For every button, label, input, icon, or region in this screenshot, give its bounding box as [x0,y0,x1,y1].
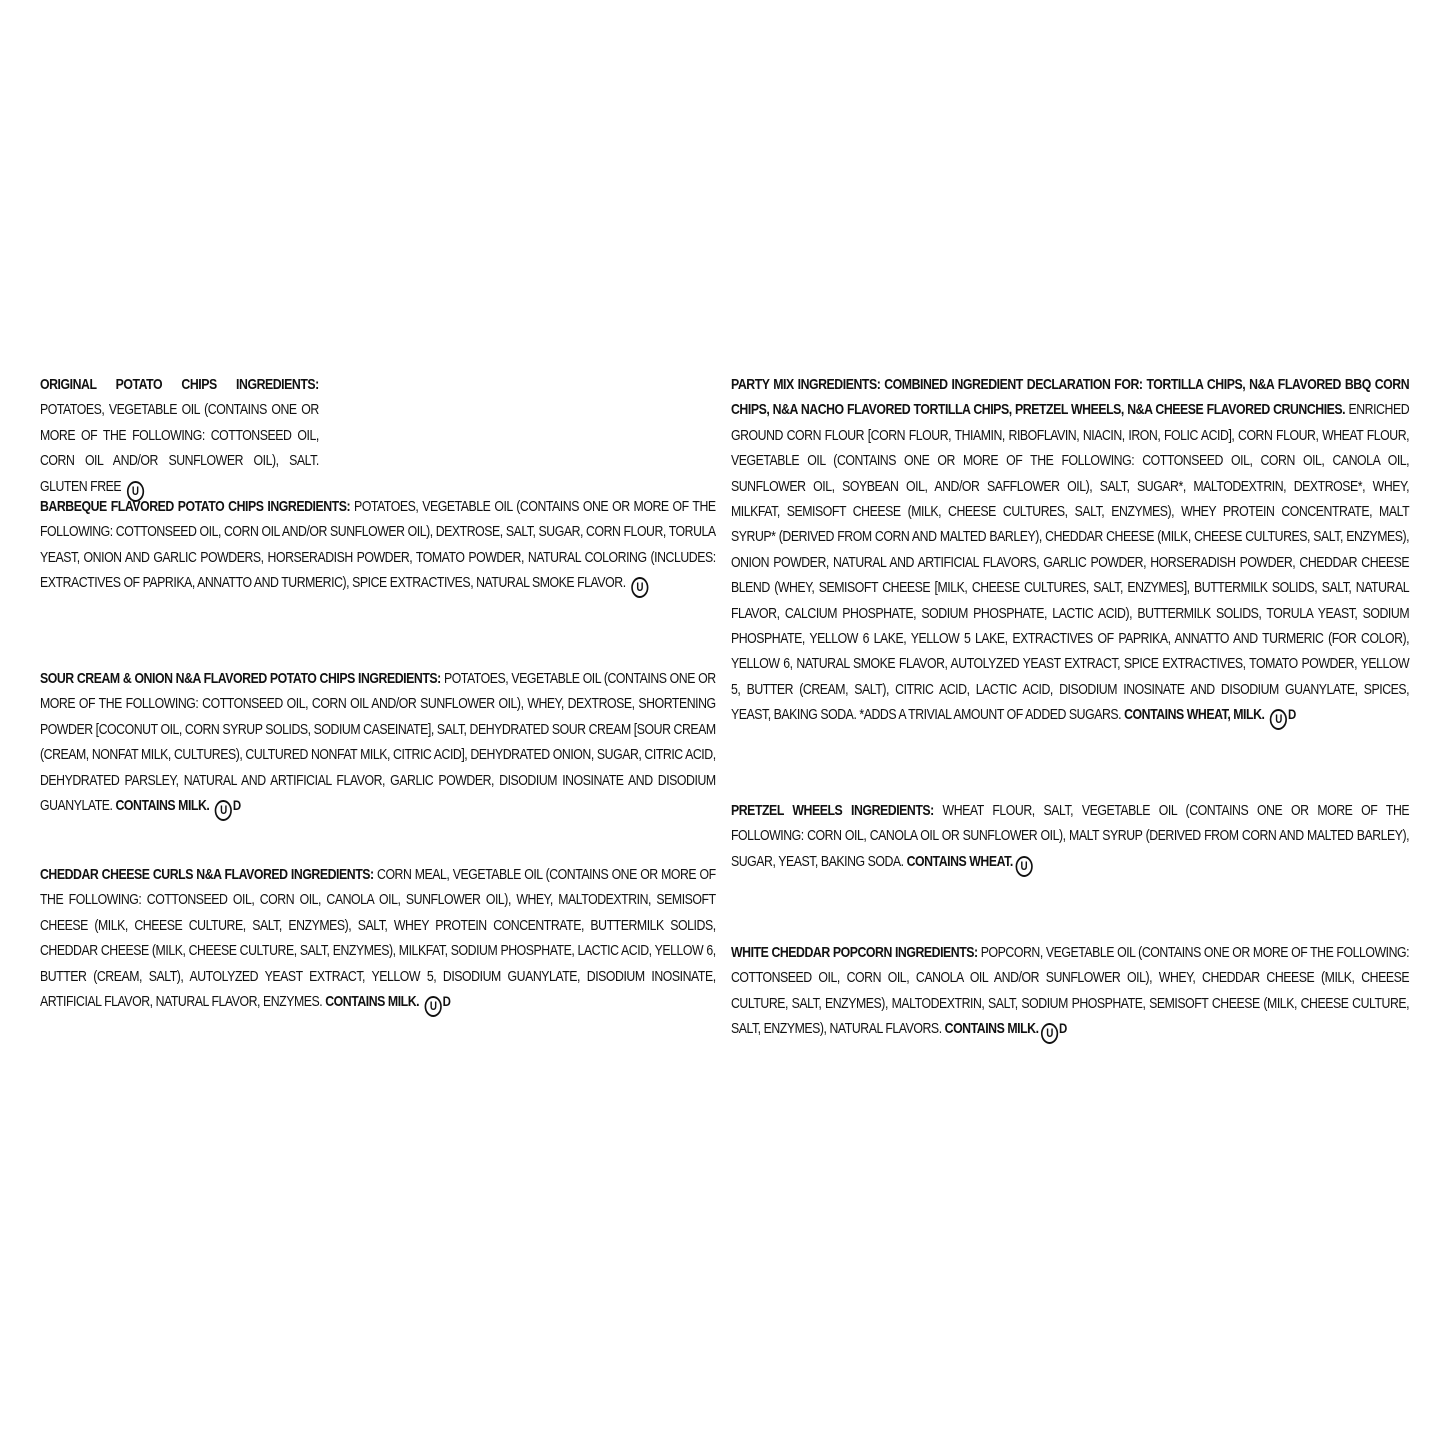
white-cheddar-popcorn-ingredients [731,940,1409,1044]
cheddar-cheese-curls-ingredients [40,862,716,1017]
allergen-statement: CONTAINS MILK. [325,993,420,1011]
section-heading: PRETZEL WHEELS INGREDIENTS: [731,802,934,819]
kosher-u-symbol-icon: U [1015,856,1032,877]
kosher-u-symbol-icon: U [1041,1023,1058,1044]
kosher-u-symbol-icon: U [631,577,648,598]
ingredient-list: POPCORN, VEGETABLE OIL (CONTAINS ONE OR MORE OF THE FOLLOWING: COTTONSEED OIL, CORN OIL, CANOLA OIL AND/OR SUNFLOWER OIL), WHEY, CHEDDAR CHEESE (MILK, CHEESE CULTURE, SALT, ENZYMES), MALTODEXTRIN, SALT, SODIUM PHOSPHATE, SEMISOFT CHEESE (MILK, CHEESE CULTURE, SALT, ENZYMES), NATURAL FLAVORS. [731,944,1410,1038]
kosher-u-symbol-icon: U [127,481,144,502]
allergen-statement: CONTAINS MILK. [944,1020,1039,1038]
allergen-statement: CONTAINS MILK. [115,797,210,815]
barbeque-potato-chips-ingredients [40,494,716,598]
section-heading: WHITE CHEDDAR POPCORN INGREDIENTS: [731,944,978,961]
party-mix-ingredients [731,372,1409,730]
ingredient-list: POTATOES, VEGETABLE OIL (CONTAINS ONE OR MORE OF THE FOLLOWING: COTTONSEED OIL, CORN OIL AND/OR SUNFLOWER OIL), WHEY, DEXTROSE, SHORTENING POWDER [COCONUT OIL, CORN SYRUP SOLIDS, SODIUM CASEINATE], SALT, DEHYDRATED SOUR CREAM [SOUR CREAM (CREAM, NONFAT MILK, CULTURES), CULTURED NONFAT MILK, CITRIC ACID], DEHYDRATED ONION, SUGAR, CITRIC ACID, DEHYDRATED PARSLEY, NATURAL AND ARTIFICIAL FLAVOR, GARLIC POWDER, DISODIUM INOSINATE AND DISODIUM GUANYLATE. [40,670,716,815]
dairy-designation: D [1059,1020,1067,1037]
allergen-statement: CONTAINS WHEAT, MILK. [1124,706,1265,724]
sour-cream-onion-potato-chips-ingredients [40,666,716,821]
allergen-statement: CONTAINS WHEAT. [906,852,1013,870]
dairy-designation: D [232,797,241,814]
dairy-designation: D [1287,706,1296,723]
section-heading: PARTY MIX INGREDIENTS: COMBINED INGREDIENT DECLARATION FOR: TORTILLA CHIPS, N&A FLAVORED BBQ CORN CHIPS, N&A NACHO FLAVORED TORTILLA CHIPS, PRETZEL WHEELS, N&A CHEESE FLAVORED CRUNCHIES. [731,376,1410,419]
ingredient-list: WHEAT FLOUR, SALT, VEGETABLE OIL (CONTAINS ONE OR MORE OF THE FOLLOWING: CORN OIL, CANOLA OIL OR SUNFLOWER OIL), MALT SYRUP (DERIVED FROM CORN AND MALTED BARLEY), SUGAR, YEAST, BAKING SODA. [731,802,1410,870]
section-heading: BARBEQUE FLAVORED POTATO CHIPS INGREDIENTS: [40,498,351,515]
section-heading: ORIGINAL POTATO CHIPS INGREDIENTS: [40,376,319,393]
ingredient-list: POTATOES, VEGETABLE OIL (CONTAINS ONE OR MORE OF THE FOLLOWING: COTTONSEED OIL, CORN OIL AND/OR SUNFLOWER OIL), DEXTROSE, SALT, SUGAR, CORN FLOUR, TORULA YEAST, ONION AND GARLIC POWDERS, HORSERADISH POWDER, TOMATO POWDER, NATURAL COLORING (INCLUDES: EXTRACTIVES OF PAPRIKA, ANNATTO AND TURMERIC), SPICE EXTRACTIVES, NATURAL SMOKE FLAVOR. [40,498,716,592]
ingredient-list: ENRICHED GROUND CORN FLOUR [CORN FLOUR, THIAMIN, RIBOFLAVIN, NIACIN, IRON, FOLIC ACID], CORN FLOUR, WHEAT FLOUR, VEGETABLE OIL (CONTAINS ONE OR MORE OF THE FOLLOWING: COTTONSEED OIL, CORN OIL, CANOLA OIL, SUNFLOWER OIL, SOYBEAN OIL, AND/OR SAFFLOWER OIL), SALT, SUGAR*, MALTODEXTRIN, DEXTROSE*, WHEY, MILKFAT, SEMISOFT CHEESE (MILK, CHEESE CULTURES, SALT, ENZYMES), WHEY PROTEIN CONCENTRATE, MALT SYRUP* (DERIVED FROM CORN AND MALTED BARLEY), CHEDDAR CHEESE (MILK, CHEESE CULTURES, SALT, ENZYMES), ONION POWDER, NATURAL AND ARTIFICIAL FLAVORS, GARLIC POWDER, HORSERADISH POWDER, CHEDDAR CHEESE BLEND (WHEY, SEMISOFT CHEESE [MILK, CHEESE CULTURES, SALT, ENZYMES], BUTTERMILK SOLIDS, SALT, NATURAL FLAVOR, CALCIUM PHOSPHATE, SODIUM PHOSPHATE, LACTIC ACID), BUTTERMILK SOLIDS, TORULA YEAST, SODIUM PHOSPHATE, YELLOW 6 LAKE, YELLOW 5 LAKE, EXTRACTIVES OF PAPRIKA, ANNATTO AND TURMERIC (FOR COLOR), YELLOW 6, NATURAL SMOKE FLAVOR, AUTOLYZED YEAST EXTRACT, SPICE EXTRACTIVES, TOMATO POWDER, YELLOW 5, BUTTER (CREAM, SALT), CITRIC ACID, LACTIC ACID, DISODIUM INOSINATE AND DISODIUM GUANYLATE, SPICES, YEAST, BAKING SODA. *ADDS A TRIVIAL AMOUNT OF ADDED SUGARS. [731,401,1410,724]
pretzel-wheels-ingredients [731,798,1409,877]
dairy-designation: D [442,993,451,1010]
kosher-u-symbol-icon: U [215,800,232,821]
ingredient-list: POTATOES, VEGETABLE OIL (CONTAINS ONE OR MORE OF THE FOLLOWING: COTTONSEED OIL, CORN OIL AND/OR SUNFLOWER OIL), SALT. GLUTEN FREE [40,401,319,495]
section-heading: CHEDDAR CHEESE CURLS N&A FLAVORED INGREDIENTS: [40,866,374,883]
ingredient-list: CORN MEAL, VEGETABLE OIL (CONTAINS ONE OR MORE OF THE FOLLOWING: COTTONSEED OIL, CORN OIL, CANOLA OIL, SUNFLOWER OIL), WHEY, MALTODEXTRIN, SEMISOFT CHEESE (MILK, CHEESE CULTURE, SALT, ENZYMES), SALT, WHEY PROTEIN CONCENTRATE, BUTTERMILK SOLIDS, CHEDDAR CHEESE (MILK, CHEESE CULTURE, SALT, ENZYMES), MILKFAT, SODIUM PHOSPHATE, LACTIC ACID, YELLOW 6, BUTTER (CREAM, SALT), AUTOLYZED YEAST EXTRACT, YELLOW 5, DISODIUM GUANYLATE, DISODIUM INOSINATE, ARTIFICIAL FLAVOR, NATURAL FLAVOR, ENZYMES. [40,866,716,1011]
section-heading: SOUR CREAM & ONION N&A FLAVORED POTATO CHIPS INGREDIENTS: [40,670,441,687]
kosher-u-symbol-icon: U [1270,709,1287,730]
original-potato-chips-ingredients [40,372,319,502]
kosher-u-symbol-icon: U [425,996,442,1017]
